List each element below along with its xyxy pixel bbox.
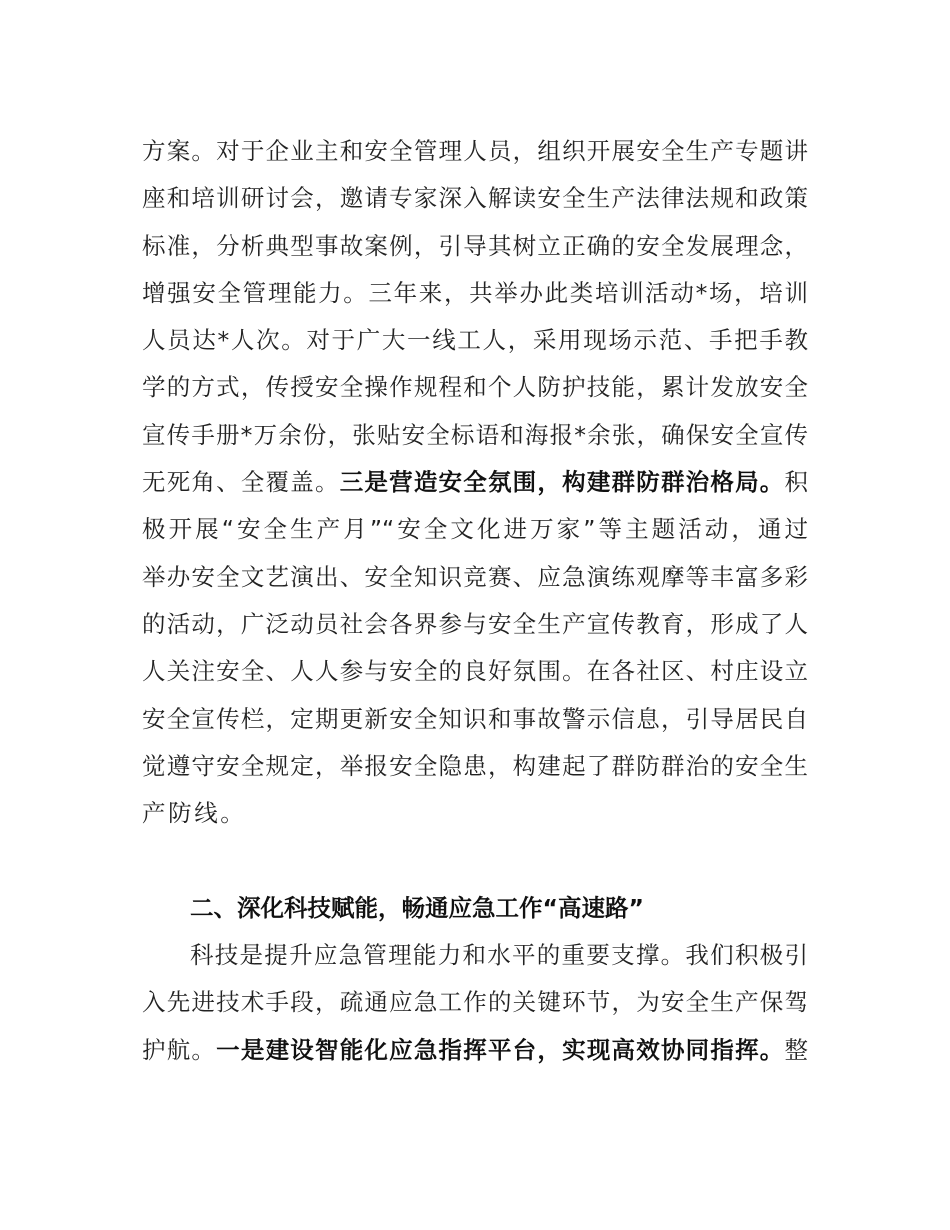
text-line: 入先进技术手段，疏通应急工作的关键环节，为安全生产保驾 [142, 988, 808, 1017]
text-line: 座和培训研讨会，邀请专家深入解读安全生产法律法规和政策 [142, 184, 808, 213]
text-line: 举办安全文艺演出、安全知识竞赛、应急演练观摩等丰富多彩 [142, 562, 808, 591]
text-line: 人关注安全、人人参与安全的良好氛围。在各社区、村庄设立 [142, 657, 808, 686]
text-line: 科技是提升应急管理能力和水平的重要支撑。我们积极引 [190, 941, 808, 970]
text-line: 宣传手册*万余份，张贴安全标语和海报*余张，确保安全宣传 [142, 420, 808, 449]
text-segment: 护航。 [142, 1035, 217, 1064]
text-line: 学的方式，传授安全操作规程和个人防护技能，累计发放安全 [142, 373, 808, 402]
text-line: 觉遵守安全规定，举报安全隐患，构建起了群防群治的安全生 [142, 751, 808, 780]
document-page [142, 128, 808, 1074]
text-line: 极开展“安全生产月”“安全文化进万家”等主题活动，通过 [142, 515, 808, 544]
text-line: 的活动，广泛动员社会各界参与安全生产宣传教育，形成了人 [142, 609, 808, 638]
text-line: 产防线。 [142, 799, 247, 828]
text-segment: 无死角、全覆盖。 [142, 468, 340, 497]
section-heading: 二、深化科技赋能，畅通应急工作“高速路” [190, 893, 644, 922]
text-segment: 积 [784, 468, 809, 497]
bold-key-point: 三是营造安全氛围，构建群防群治格局。 [339, 468, 785, 497]
text-line: 增强安全管理能力。三年来，共举办此类培训活动*场，培训 [142, 278, 808, 307]
text-segment: 整 [784, 1035, 809, 1064]
text-line: 标准，分析典型事故案例，引导其树立正确的安全发展理念， [142, 231, 808, 260]
text-line [142, 459, 808, 506]
text-line: 方案。对于企业主和安全管理人员，组织开展安全生产专题讲 [142, 137, 808, 165]
bold-key-point: 一是建设智能化应急指挥平台，实现高效协同指挥。 [216, 1035, 785, 1064]
text-line: 安全宣传栏，定期更新安全知识和事故警示信息，引导居民自 [142, 704, 808, 733]
text-line [142, 1027, 808, 1074]
blank-line [142, 837, 808, 884]
text-line: 人员达*人次。对于广大一线工人，采用现场示范、手把手教 [142, 326, 808, 355]
